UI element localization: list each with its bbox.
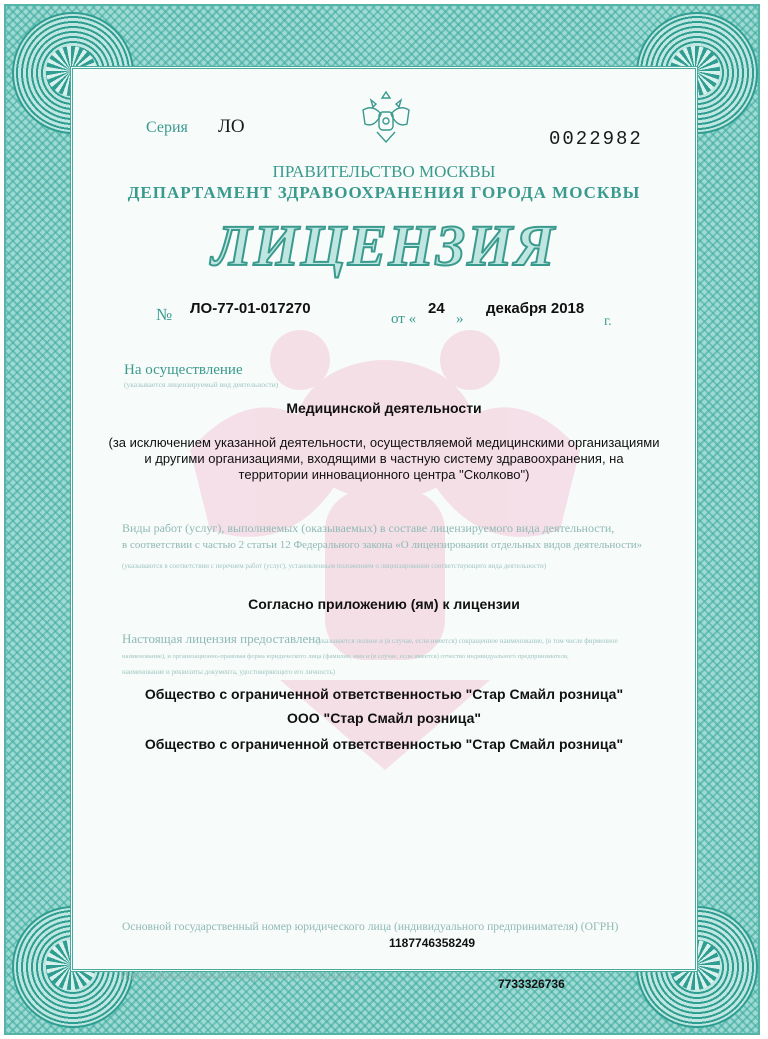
series-value: ЛО — [218, 116, 245, 137]
holder-hint-2: наименование), и организационно-правовая форма юридического лица (фамилия, имя и (в случае, если имеется) отчество индивидуального предпринимателя, — [122, 653, 569, 660]
inn-label: Идентификационный номер налогоплательщика — [120, 969, 359, 982]
activity-exception-line-2: и другими организациями, входящими в частную систему здравоохранения, на — [144, 451, 624, 466]
activity-exception-line-1: (за исключением указанной деятельности, осуществляемой медицинскими организациями — [108, 435, 660, 450]
form-number: 0022982 — [549, 128, 643, 150]
works-value: Согласно приложению (ям) к лицензии — [248, 596, 520, 612]
works-label-line-2: в соответствии с частью 2 статьи 12 Федерального закона «О лицензировании отдельных видов деятельности» — [122, 539, 643, 551]
works-label-line-1: Виды работ (услуг), выполняемых (оказываемых) в составе лицензируемого вида деятельности, — [122, 521, 615, 535]
issuer-line-1: ПРАВИТЕЛЬСТВО МОСКВЫ — [272, 162, 496, 181]
series-label: Серия — [146, 119, 188, 136]
holder-full-name: Общество с ограниченной ответственностью "Стар Смайл розница" — [144, 686, 624, 702]
holder-firm-name: Общество с ограниченной ответственностью "Стар Смайл розница" — [144, 736, 624, 752]
activity-label: На осуществление — [124, 362, 243, 378]
coat-of-arms-icon — [353, 84, 419, 150]
inn-value: 7733326736 — [498, 977, 565, 991]
license-date-quote: » — [456, 311, 464, 327]
document-title: ЛИЦЕНЗИЯ — [211, 213, 557, 278]
ogrn-label: Основной государственный номер юридического лица (индивидуального предпринимателя) (ОГРН) — [122, 920, 619, 933]
works-hint: (указываются в соответствии с перечнем работ (услуг), установленным положением о лицензировании соответствующего вида деятельности) — [122, 562, 547, 570]
issuer-line-2: ДЕПАРТАМЕНТ ЗДРАВООХРАНЕНИЯ ГОРОДА МОСКВЫ — [127, 183, 641, 202]
holder-label: Настоящая лицензия предоставлена — [122, 631, 321, 646]
ogrn-value: 1187746358249 — [389, 936, 476, 950]
license-day: 24 — [428, 300, 445, 317]
holder-hint-3: наименование и реквизиты документа, удостоверяющего его личность) — [122, 668, 335, 676]
activity-name: Медицинской деятельности — [286, 400, 482, 416]
license-date-prefix: от « — [391, 311, 417, 327]
license-month-year: декабря 2018 — [486, 300, 585, 317]
license-number: ЛО-77-01-017270 — [190, 300, 311, 317]
license-year-suffix: г. — [604, 314, 612, 329]
activity-hint: (указывается лицензируемый вид деятельности) — [124, 380, 279, 389]
activity-exception-line-3: территории инновационного центра "Сколково") — [238, 467, 530, 482]
license-number-sign: № — [156, 305, 173, 324]
holder-short-name: ООО "Стар Смайл розница" — [287, 710, 481, 726]
holder-hint-1: (указывается полное и (в случае, если имеется) сокращенное наименование, (в том числе фирменное — [316, 637, 618, 645]
